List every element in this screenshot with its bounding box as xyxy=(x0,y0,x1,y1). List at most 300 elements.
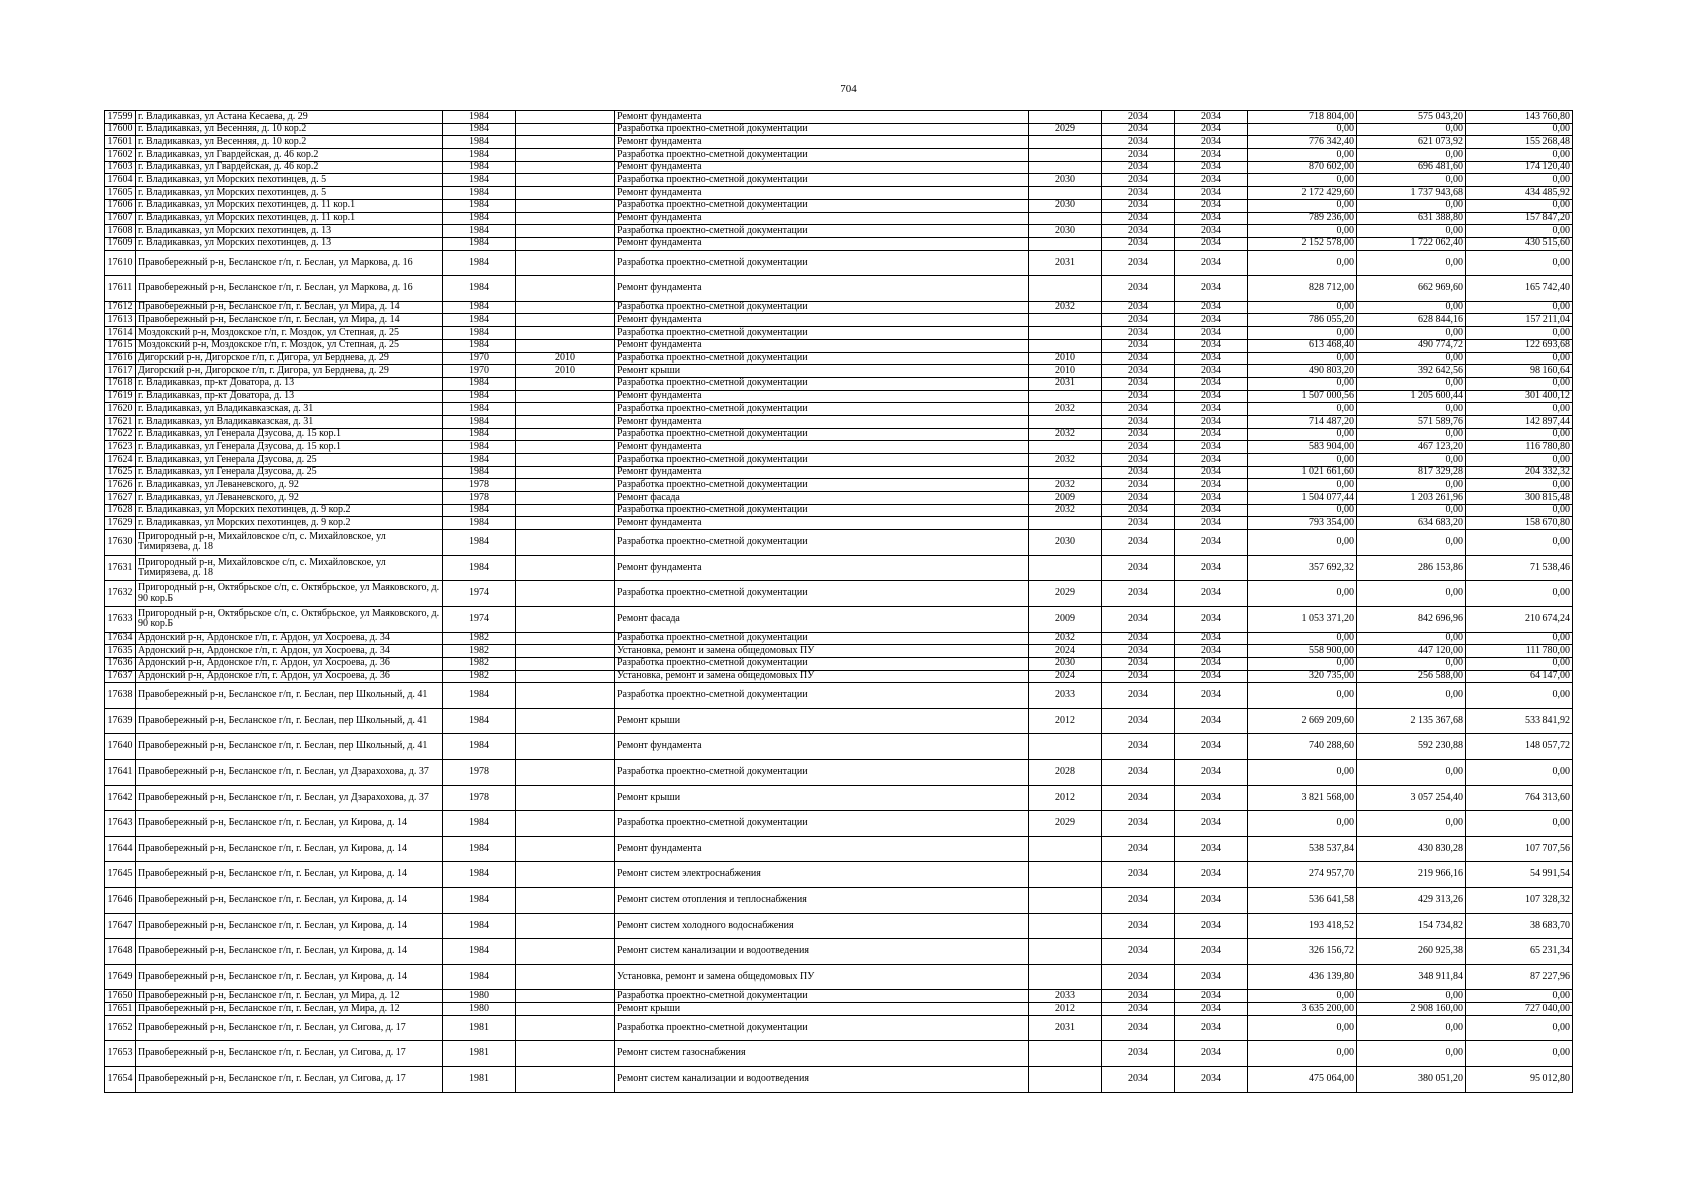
owners-cost-cell: 95 012,80 xyxy=(1466,1066,1573,1092)
address-cell: Правобережный р-н, Беcланское г/п, г. Беслан, ул Кирова, д. 14 xyxy=(136,811,443,837)
last-repair-year-cell xyxy=(516,199,615,212)
owners-cost-cell: 0,00 xyxy=(1466,657,1573,670)
start-year-cell: 2034 xyxy=(1102,187,1175,200)
year-built-cell: 1984 xyxy=(443,276,516,302)
address-cell: Правобережный р-н, Беcланское г/п, г. Беслан, ул Дзарахохова, д. 37 xyxy=(136,760,443,786)
start-year-cell: 2034 xyxy=(1102,517,1175,530)
fund-cost-cell: 0,00 xyxy=(1357,225,1466,238)
year-built-cell: 1984 xyxy=(443,339,516,352)
table-row xyxy=(105,479,1573,492)
start-year-cell: 2034 xyxy=(1102,683,1175,709)
start-year-cell: 2034 xyxy=(1102,760,1175,786)
work-type-cell: Ремонт систем холодного водоснабжения xyxy=(615,913,1029,939)
row-number: 17611 xyxy=(105,276,136,302)
total-cost-cell: 0,00 xyxy=(1248,1041,1357,1067)
start-year-cell: 2034 xyxy=(1102,377,1175,390)
table-row xyxy=(105,1066,1573,1092)
start-year-cell: 2034 xyxy=(1102,237,1175,250)
start-year-cell: 2034 xyxy=(1102,913,1175,939)
address-cell: г. Владикавказ, ул Гвардейская, д. 46 кор.2 xyxy=(136,161,443,174)
owners-cost-cell: 148 057,72 xyxy=(1466,734,1573,760)
end-year-cell: 2034 xyxy=(1175,212,1248,225)
start-year-cell: 2034 xyxy=(1102,836,1175,862)
owners-cost-cell: 0,00 xyxy=(1466,225,1573,238)
total-cost-cell: 0,00 xyxy=(1248,760,1357,786)
address-cell: г. Владикавказ, ул Морских пехотинцев, д. 5 xyxy=(136,174,443,187)
start-year-cell: 2034 xyxy=(1102,479,1175,492)
year-built-cell: 1984 xyxy=(443,466,516,479)
start-year-cell: 2034 xyxy=(1102,670,1175,683)
table-row xyxy=(105,365,1573,378)
fund-cost-cell: 2 908 160,00 xyxy=(1357,1003,1466,1016)
end-year-cell: 2034 xyxy=(1175,913,1248,939)
end-year-cell: 2034 xyxy=(1175,683,1248,709)
last-repair-year-cell xyxy=(516,670,615,683)
last-repair-year-cell xyxy=(516,237,615,250)
planned-year-cell: 2030 xyxy=(1029,199,1102,212)
capital-repair-table xyxy=(104,110,1573,1093)
year-built-cell: 1984 xyxy=(443,111,516,124)
total-cost-cell: 0,00 xyxy=(1248,327,1357,340)
total-cost-cell: 0,00 xyxy=(1248,301,1357,314)
total-cost-cell: 193 418,52 xyxy=(1248,913,1357,939)
last-repair-year-cell xyxy=(516,760,615,786)
address-cell: Правобережный р-н, Беcланское г/п, г. Беслан, пер Школьный, д. 41 xyxy=(136,683,443,709)
fund-cost-cell: 0,00 xyxy=(1357,811,1466,837)
fund-cost-cell: 817 329,28 xyxy=(1357,466,1466,479)
end-year-cell: 2034 xyxy=(1175,123,1248,136)
end-year-cell: 2034 xyxy=(1175,339,1248,352)
planned-year-cell xyxy=(1029,111,1102,124)
address-cell: Правобережный р-н, Беcланское г/п, г. Беслан, ул Маркова, д. 16 xyxy=(136,276,443,302)
last-repair-year-cell xyxy=(516,492,615,505)
work-type-cell: Разработка проектно-сметной документации xyxy=(615,657,1029,670)
address-cell: Правобережный р-н, Беcланское г/п, г. Беслан, ул Кирова, д. 14 xyxy=(136,888,443,914)
table-row xyxy=(105,913,1573,939)
row-number: 17629 xyxy=(105,517,136,530)
owners-cost-cell: 0,00 xyxy=(1466,683,1573,709)
end-year-cell: 2034 xyxy=(1175,734,1248,760)
address-cell: г. Владикавказ, ул Морских пехотинцев, д. 9 кор.2 xyxy=(136,517,443,530)
planned-year-cell: 2029 xyxy=(1029,811,1102,837)
last-repair-year-cell xyxy=(516,339,615,352)
start-year-cell: 2034 xyxy=(1102,734,1175,760)
total-cost-cell: 0,00 xyxy=(1248,250,1357,276)
work-type-cell: Ремонт фасада xyxy=(615,492,1029,505)
work-type-cell: Разработка проектно-сметной документации xyxy=(615,683,1029,709)
row-number: 17625 xyxy=(105,466,136,479)
start-year-cell: 2034 xyxy=(1102,939,1175,965)
planned-year-cell xyxy=(1029,466,1102,479)
start-year-cell: 2034 xyxy=(1102,1066,1175,1092)
total-cost-cell: 740 288,60 xyxy=(1248,734,1357,760)
end-year-cell: 2034 xyxy=(1175,479,1248,492)
table-row xyxy=(105,1015,1573,1041)
end-year-cell: 2034 xyxy=(1175,657,1248,670)
total-cost-cell: 0,00 xyxy=(1248,403,1357,416)
work-type-cell: Ремонт фундамента xyxy=(615,466,1029,479)
planned-year-cell: 2033 xyxy=(1029,990,1102,1003)
fund-cost-cell: 0,00 xyxy=(1357,504,1466,517)
row-number: 17618 xyxy=(105,377,136,390)
total-cost-cell: 475 064,00 xyxy=(1248,1066,1357,1092)
work-type-cell: Разработка проектно-сметной документации xyxy=(615,479,1029,492)
work-type-cell: Ремонт крыши xyxy=(615,365,1029,378)
end-year-cell: 2034 xyxy=(1175,836,1248,862)
end-year-cell: 2034 xyxy=(1175,237,1248,250)
planned-year-cell: 2032 xyxy=(1029,454,1102,467)
owners-cost-cell: 0,00 xyxy=(1466,454,1573,467)
total-cost-cell: 0,00 xyxy=(1248,479,1357,492)
work-type-cell: Разработка проектно-сметной документации xyxy=(615,504,1029,517)
total-cost-cell: 828 712,00 xyxy=(1248,276,1357,302)
start-year-cell: 2034 xyxy=(1102,225,1175,238)
fund-cost-cell: 392 642,56 xyxy=(1357,365,1466,378)
year-built-cell: 1984 xyxy=(443,504,516,517)
year-built-cell: 1978 xyxy=(443,785,516,811)
owners-cost-cell: 65 231,34 xyxy=(1466,939,1573,965)
row-number: 17651 xyxy=(105,1003,136,1016)
address-cell: Правобережный р-н, Беcланское г/п, г. Беслан, ул Мира, д. 14 xyxy=(136,301,443,314)
address-cell: г. Владикавказ, ул Морских пехотинцев, д. 11 кор.1 xyxy=(136,212,443,225)
year-built-cell: 1984 xyxy=(443,734,516,760)
year-built-cell: 1984 xyxy=(443,428,516,441)
fund-cost-cell: 0,00 xyxy=(1357,530,1466,556)
end-year-cell: 2034 xyxy=(1175,964,1248,990)
last-repair-year-cell xyxy=(516,327,615,340)
row-number: 17646 xyxy=(105,888,136,914)
owners-cost-cell: 107 707,56 xyxy=(1466,836,1573,862)
row-number: 17624 xyxy=(105,454,136,467)
row-number: 17647 xyxy=(105,913,136,939)
end-year-cell: 2034 xyxy=(1175,314,1248,327)
total-cost-cell: 326 156,72 xyxy=(1248,939,1357,965)
work-type-cell: Установка, ремонт и замена общедомовых ПУ xyxy=(615,670,1029,683)
start-year-cell: 2034 xyxy=(1102,250,1175,276)
row-number: 17640 xyxy=(105,734,136,760)
table-row xyxy=(105,670,1573,683)
fund-cost-cell: 0,00 xyxy=(1357,301,1466,314)
owners-cost-cell: 165 742,40 xyxy=(1466,276,1573,302)
last-repair-year-cell: 2010 xyxy=(516,365,615,378)
owners-cost-cell: 430 515,60 xyxy=(1466,237,1573,250)
owners-cost-cell: 0,00 xyxy=(1466,990,1573,1003)
row-number: 17604 xyxy=(105,174,136,187)
owners-cost-cell: 300 815,48 xyxy=(1466,492,1573,505)
address-cell: г. Владикавказ, ул Леваневского, д. 92 xyxy=(136,479,443,492)
row-number: 17609 xyxy=(105,237,136,250)
start-year-cell: 2034 xyxy=(1102,466,1175,479)
end-year-cell: 2034 xyxy=(1175,1066,1248,1092)
year-built-cell: 1984 xyxy=(443,913,516,939)
total-cost-cell: 793 354,00 xyxy=(1248,517,1357,530)
address-cell: г. Владикавказ, ул Леваневского, д. 92 xyxy=(136,492,443,505)
total-cost-cell: 357 692,32 xyxy=(1248,555,1357,581)
total-cost-cell: 0,00 xyxy=(1248,225,1357,238)
row-number: 17601 xyxy=(105,136,136,149)
address-cell: Пригородный р-н, Октябрьское с/п, с. Октябрьское, ул Маяковского, д. 90 кор.Б xyxy=(136,606,443,632)
planned-year-cell xyxy=(1029,862,1102,888)
row-number: 17635 xyxy=(105,645,136,658)
row-number: 17626 xyxy=(105,479,136,492)
planned-year-cell: 2031 xyxy=(1029,377,1102,390)
total-cost-cell: 1 021 661,60 xyxy=(1248,466,1357,479)
fund-cost-cell: 571 589,76 xyxy=(1357,415,1466,428)
fund-cost-cell: 0,00 xyxy=(1357,174,1466,187)
year-built-cell: 1984 xyxy=(443,441,516,454)
year-built-cell: 1984 xyxy=(443,161,516,174)
start-year-cell: 2034 xyxy=(1102,862,1175,888)
planned-year-cell xyxy=(1029,314,1102,327)
end-year-cell: 2034 xyxy=(1175,530,1248,556)
row-number: 17643 xyxy=(105,811,136,837)
row-number: 17612 xyxy=(105,301,136,314)
planned-year-cell xyxy=(1029,276,1102,302)
total-cost-cell: 0,00 xyxy=(1248,149,1357,162)
year-built-cell: 1984 xyxy=(443,301,516,314)
address-cell: Ардонский р-н, Ардонское г/п, г. Ардон, ул Хосроева, д. 36 xyxy=(136,670,443,683)
year-built-cell: 1970 xyxy=(443,365,516,378)
planned-year-cell: 2030 xyxy=(1029,174,1102,187)
last-repair-year-cell xyxy=(516,212,615,225)
start-year-cell: 2034 xyxy=(1102,504,1175,517)
last-repair-year-cell xyxy=(516,734,615,760)
start-year-cell: 2034 xyxy=(1102,415,1175,428)
work-type-cell: Установка, ремонт и замена общедомовых ПУ xyxy=(615,645,1029,658)
table-row xyxy=(105,174,1573,187)
row-number: 17653 xyxy=(105,1041,136,1067)
end-year-cell: 2034 xyxy=(1175,708,1248,734)
fund-cost-cell: 0,00 xyxy=(1357,377,1466,390)
row-number: 17634 xyxy=(105,632,136,645)
row-number: 17627 xyxy=(105,492,136,505)
work-type-cell: Разработка проектно-сметной документации xyxy=(615,149,1029,162)
work-type-cell: Разработка проектно-сметной документации xyxy=(615,199,1029,212)
end-year-cell: 2034 xyxy=(1175,441,1248,454)
planned-year-cell: 2032 xyxy=(1029,301,1102,314)
table-row xyxy=(105,1041,1573,1067)
end-year-cell: 2034 xyxy=(1175,187,1248,200)
work-type-cell: Ремонт фасада xyxy=(615,606,1029,632)
end-year-cell: 2034 xyxy=(1175,466,1248,479)
work-type-cell: Разработка проектно-сметной документации xyxy=(615,1015,1029,1041)
work-type-cell: Ремонт фундамента xyxy=(615,111,1029,124)
total-cost-cell: 2 152 578,00 xyxy=(1248,237,1357,250)
year-built-cell: 1984 xyxy=(443,327,516,340)
year-built-cell: 1980 xyxy=(443,990,516,1003)
owners-cost-cell: 0,00 xyxy=(1466,581,1573,607)
total-cost-cell: 490 803,20 xyxy=(1248,365,1357,378)
year-built-cell: 1984 xyxy=(443,683,516,709)
fund-cost-cell: 286 153,86 xyxy=(1357,555,1466,581)
work-type-cell: Ремонт фундамента xyxy=(615,212,1029,225)
fund-cost-cell: 260 925,38 xyxy=(1357,939,1466,965)
year-built-cell: 1984 xyxy=(443,964,516,990)
address-cell: Моздокский р-н, Моздокское г/п, г. Моздок, ул Степная, д. 25 xyxy=(136,327,443,340)
planned-year-cell: 2033 xyxy=(1029,683,1102,709)
planned-year-cell: 2012 xyxy=(1029,708,1102,734)
row-number: 17637 xyxy=(105,670,136,683)
year-built-cell: 1984 xyxy=(443,174,516,187)
planned-year-cell xyxy=(1029,187,1102,200)
year-built-cell: 1984 xyxy=(443,517,516,530)
planned-year-cell xyxy=(1029,415,1102,428)
year-built-cell: 1982 xyxy=(443,657,516,670)
address-cell: Пригородный р-н, Михайловское с/п, с. Михайловское, ул Тимирязева, д. 18 xyxy=(136,530,443,556)
planned-year-cell: 2032 xyxy=(1029,632,1102,645)
end-year-cell: 2034 xyxy=(1175,645,1248,658)
planned-year-cell: 2024 xyxy=(1029,670,1102,683)
fund-cost-cell: 592 230,88 xyxy=(1357,734,1466,760)
start-year-cell: 2034 xyxy=(1102,785,1175,811)
owners-cost-cell: 155 268,48 xyxy=(1466,136,1573,149)
start-year-cell: 2034 xyxy=(1102,454,1175,467)
start-year-cell: 2034 xyxy=(1102,390,1175,403)
start-year-cell: 2034 xyxy=(1102,428,1175,441)
total-cost-cell: 870 602,00 xyxy=(1248,161,1357,174)
table-row xyxy=(105,555,1573,581)
total-cost-cell: 536 641,58 xyxy=(1248,888,1357,914)
owners-cost-cell: 0,00 xyxy=(1466,479,1573,492)
work-type-cell: Разработка проектно-сметной документации xyxy=(615,327,1029,340)
end-year-cell: 2034 xyxy=(1175,174,1248,187)
address-cell: г. Владикавказ, ул Морских пехотинцев, д. 13 xyxy=(136,225,443,238)
work-type-cell: Разработка проектно-сметной документации xyxy=(615,174,1029,187)
row-number: 17607 xyxy=(105,212,136,225)
total-cost-cell: 0,00 xyxy=(1248,530,1357,556)
work-type-cell: Ремонт крыши xyxy=(615,785,1029,811)
owners-cost-cell: 0,00 xyxy=(1466,149,1573,162)
last-repair-year-cell xyxy=(516,454,615,467)
table-row xyxy=(105,377,1573,390)
last-repair-year-cell xyxy=(516,314,615,327)
owners-cost-cell: 0,00 xyxy=(1466,250,1573,276)
row-number: 17633 xyxy=(105,606,136,632)
last-repair-year-cell xyxy=(516,149,615,162)
table-row xyxy=(105,149,1573,162)
owners-cost-cell: 142 897,44 xyxy=(1466,415,1573,428)
last-repair-year-cell xyxy=(516,161,615,174)
start-year-cell: 2034 xyxy=(1102,136,1175,149)
row-number: 17599 xyxy=(105,111,136,124)
address-cell: Дигорский р-н, Дигорское г/п, г. Дигора, ул Берднева, д. 29 xyxy=(136,365,443,378)
row-number: 17642 xyxy=(105,785,136,811)
fund-cost-cell: 3 057 254,40 xyxy=(1357,785,1466,811)
address-cell: Моздокский р-н, Моздокское г/п, г. Моздок, ул Степная, д. 25 xyxy=(136,339,443,352)
last-repair-year-cell xyxy=(516,606,615,632)
last-repair-year-cell xyxy=(516,174,615,187)
table-row xyxy=(105,939,1573,965)
end-year-cell: 2034 xyxy=(1175,606,1248,632)
start-year-cell: 2034 xyxy=(1102,990,1175,1003)
end-year-cell: 2034 xyxy=(1175,415,1248,428)
address-cell: г. Владикавказ, ул Владикавказская, д. 31 xyxy=(136,415,443,428)
last-repair-year-cell xyxy=(516,1003,615,1016)
address-cell: Правобережный р-н, Беcланское г/п, г. Беслан, ул Маркова, д. 16 xyxy=(136,250,443,276)
year-built-cell: 1984 xyxy=(443,149,516,162)
total-cost-cell: 583 904,00 xyxy=(1248,441,1357,454)
table-row xyxy=(105,517,1573,530)
last-repair-year-cell xyxy=(516,466,615,479)
end-year-cell: 2034 xyxy=(1175,517,1248,530)
last-repair-year-cell: 2010 xyxy=(516,352,615,365)
owners-cost-cell: 533 841,92 xyxy=(1466,708,1573,734)
work-type-cell: Ремонт фундамента xyxy=(615,415,1029,428)
end-year-cell: 2034 xyxy=(1175,428,1248,441)
last-repair-year-cell xyxy=(516,530,615,556)
fund-cost-cell: 628 844,16 xyxy=(1357,314,1466,327)
total-cost-cell: 0,00 xyxy=(1248,657,1357,670)
address-cell: Правобережный р-н, Беcланское г/п, г. Беслан, ул Сигова, д. 17 xyxy=(136,1041,443,1067)
last-repair-year-cell xyxy=(516,441,615,454)
end-year-cell: 2034 xyxy=(1175,1015,1248,1041)
total-cost-cell: 0,00 xyxy=(1248,581,1357,607)
total-cost-cell: 0,00 xyxy=(1248,632,1357,645)
table-row xyxy=(105,888,1573,914)
owners-cost-cell: 0,00 xyxy=(1466,199,1573,212)
end-year-cell: 2034 xyxy=(1175,581,1248,607)
last-repair-year-cell xyxy=(516,479,615,492)
planned-year-cell xyxy=(1029,939,1102,965)
total-cost-cell: 0,00 xyxy=(1248,811,1357,837)
year-built-cell: 1984 xyxy=(443,187,516,200)
fund-cost-cell: 0,00 xyxy=(1357,760,1466,786)
table-row xyxy=(105,466,1573,479)
table-row xyxy=(105,785,1573,811)
work-type-cell: Разработка проектно-сметной документации xyxy=(615,352,1029,365)
address-cell: Пригородный р-н, Октябрьское с/п, с. Октябрьское, ул Маяковского, д. 90 кор.Б xyxy=(136,581,443,607)
last-repair-year-cell xyxy=(516,123,615,136)
year-built-cell: 1981 xyxy=(443,1066,516,1092)
work-type-cell: Ремонт систем электроснабжения xyxy=(615,862,1029,888)
fund-cost-cell: 1 722 062,40 xyxy=(1357,237,1466,250)
start-year-cell: 2034 xyxy=(1102,314,1175,327)
end-year-cell: 2034 xyxy=(1175,670,1248,683)
planned-year-cell xyxy=(1029,913,1102,939)
work-type-cell: Разработка проектно-сметной документации xyxy=(615,377,1029,390)
planned-year-cell xyxy=(1029,555,1102,581)
last-repair-year-cell xyxy=(516,888,615,914)
work-type-cell: Ремонт фундамента xyxy=(615,276,1029,302)
end-year-cell: 2034 xyxy=(1175,1003,1248,1016)
year-built-cell: 1974 xyxy=(443,606,516,632)
end-year-cell: 2034 xyxy=(1175,111,1248,124)
work-type-cell: Разработка проектно-сметной документации xyxy=(615,530,1029,556)
work-type-cell: Ремонт систем канализации и водоотведения xyxy=(615,1066,1029,1092)
address-cell: г. Владикавказ, ул Морских пехотинцев, д. 13 xyxy=(136,237,443,250)
owners-cost-cell: 0,00 xyxy=(1466,174,1573,187)
total-cost-cell: 776 342,40 xyxy=(1248,136,1357,149)
last-repair-year-cell xyxy=(516,990,615,1003)
start-year-cell: 2034 xyxy=(1102,581,1175,607)
table-row xyxy=(105,199,1573,212)
fund-cost-cell: 575 043,20 xyxy=(1357,111,1466,124)
end-year-cell: 2034 xyxy=(1175,161,1248,174)
year-built-cell: 1984 xyxy=(443,555,516,581)
planned-year-cell: 2031 xyxy=(1029,1015,1102,1041)
year-built-cell: 1984 xyxy=(443,237,516,250)
end-year-cell: 2034 xyxy=(1175,862,1248,888)
end-year-cell: 2034 xyxy=(1175,504,1248,517)
year-built-cell: 1984 xyxy=(443,811,516,837)
work-type-cell: Ремонт фундамента xyxy=(615,734,1029,760)
owners-cost-cell: 0,00 xyxy=(1466,377,1573,390)
planned-year-cell xyxy=(1029,339,1102,352)
fund-cost-cell: 0,00 xyxy=(1357,454,1466,467)
owners-cost-cell: 0,00 xyxy=(1466,760,1573,786)
table-row xyxy=(105,339,1573,352)
owners-cost-cell: 0,00 xyxy=(1466,352,1573,365)
